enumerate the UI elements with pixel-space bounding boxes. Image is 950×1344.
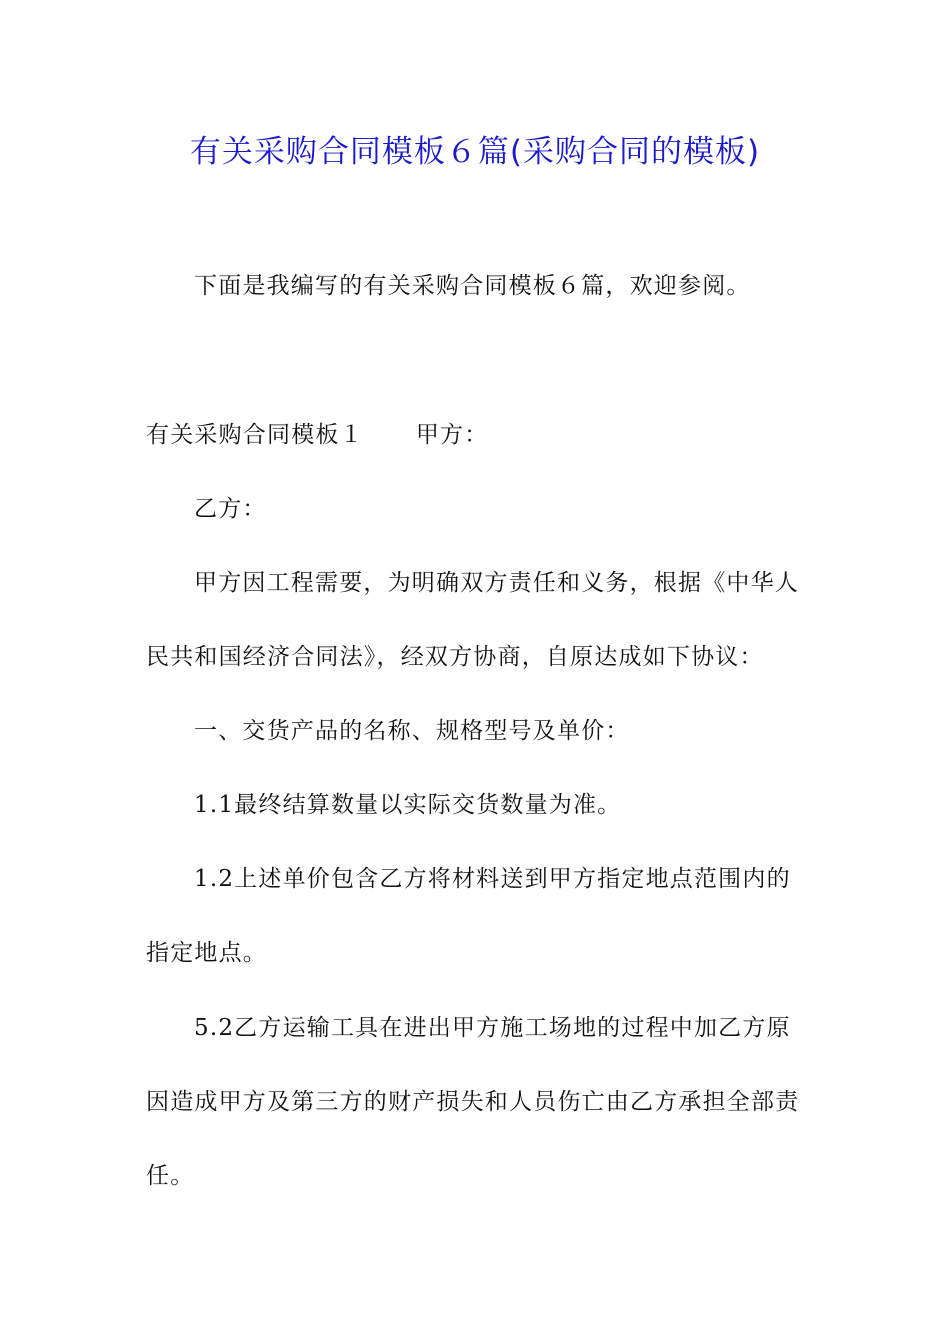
paragraph-1-line-1: 甲方因工程需要，为明确双方责任和义务，根据《中华人: [194, 570, 799, 596]
clause-5-2-line-3: 任。: [146, 1163, 195, 1189]
clause-5-2-line-1: 5.2乙方运输工具在进出甲方施工场地的过程中加乙方原: [194, 1015, 791, 1041]
clause-1-1: 1.1最终结算数量以实际交货数量为准。: [194, 792, 622, 818]
document-title: 有关采购合同模板６篇(采购合同的模板): [189, 134, 761, 170]
clause-1-2-line-1: 1.2上述单价包含乙方将材料送到甲方指定地点范围内的: [194, 866, 791, 892]
intro-text: 下面是我编写的有关采购合同模板６篇，欢迎参阅。: [194, 273, 751, 299]
section-heading-line: [146, 415, 488, 455]
party-a-label: 甲方：: [415, 422, 489, 448]
section-heading: 有关采购合同模板１: [146, 422, 364, 448]
clause-1-2-line-2: 指定地点。: [146, 940, 267, 966]
paragraph-1-line-2: 民共和国经济合同法》，经双方协商，自原达成如下协议：: [146, 644, 764, 670]
clause-1-heading: 一、交货产品的名称、规格型号及单价：: [194, 718, 630, 744]
clause-5-2-line-2: 因造成甲方及第三方的财产损失和人员伤亡由乙方承担全部责: [146, 1089, 800, 1115]
party-b-label: 乙方：: [194, 496, 267, 522]
